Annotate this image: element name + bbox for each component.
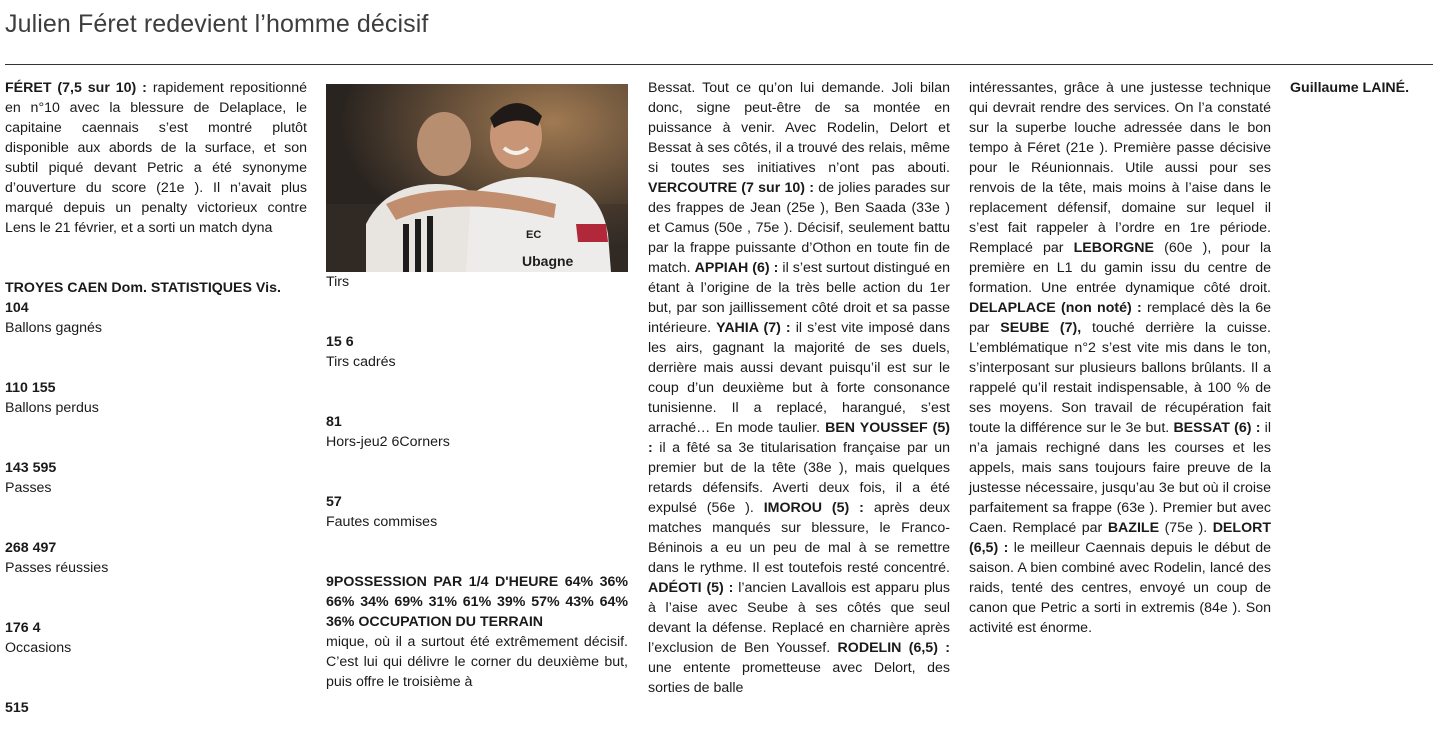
column-1: [5, 78, 307, 718]
ratings-paragraph-continued: intéressantes, grâce à une justesse technique qui devrait rendre des services. On l’a constaté sur la superbe louche adressée dans le bon tempo à Féret (21e ). Première passe décisive pour le Réunionnais. Utile aussi pour ses renvois de la tête, mais moins à l’aise dans le replacement défensif, domaine sur lequel il s’est fait rappeler à l’ordre en 1re période. Remplacé par LEBORGNE (60e ), pour la première en L1 du gamin issu du centre de formation. Une entrée dynamique côté droit. DELAPLACE (non noté) : remplacé dès la 6e par SEUBE (7), touché derrière la cuisse. L’emblématique n°2 s’est vite mis dans le ton, s’interposant sur plusieurs ballons brûlants. Il a rappelé qu’il restait indispensable, à 100 % de ses moyens. Son travail de récupération fait toute la différence sur le 3e but. BESSAT (6) : il n’a jamais rechigné dans les courses et les appels, mais sans toujours faire preuve de la justesse nécessaire, jusqu’au 3e but où il croise parfaitement sa frappe (63e ). Premier but avec Caen. Remplacé par BAZILE (75e ). DELORT (6,5) : le meilleur Caennais depuis le début de saison. A bien combiné avec Rodelin, lancé des raids, tenté des centres, envoyé un coup de canon que Petric a sorti in extremis (84e ). Son activité est énorme.: [969, 80, 1272, 636]
stat-label: Passes: [5, 480, 52, 496]
player-delaplace: DELAPLACE (non noté) :: [969, 300, 1142, 316]
player-yahia: YAHIA (7) :: [716, 320, 791, 336]
title-divider: [5, 64, 1433, 65]
stat-label: Hors-jeu2 6Corners: [326, 434, 450, 450]
stats-header: TROYES CAEN Dom. STATISTIQUES Vis. 104: [5, 280, 281, 316]
players-celebration-illustration: [326, 84, 628, 272]
stat-label: Ballons gagnés: [5, 320, 103, 336]
player-rodelin: RODELIN (6,5) :: [837, 640, 950, 656]
stat-value: 268 497: [5, 540, 57, 556]
player-vercoutre: VERCOUTRE (7 sur 10) :: [648, 180, 814, 196]
player-leborgne: LEBORGNE: [1073, 240, 1155, 256]
feret-paragraph: FÉRET (7,5 sur 10) : rapidement repositionné en n°10 avec la blessure de Delaplace, le capitaine caennais s’est montré plutôt disponible aux abords de la surface, et son subtil piqué devant Petric a été synonyme d’ouverture du score (21e ). Il n’avait plus marqué depuis un penalty victorieux contre Lens le 21 février, et a sorti un match dyna: [5, 80, 307, 236]
stat-label: Occasions: [5, 640, 72, 656]
player-delort: DELORT (6,5) :: [969, 520, 1272, 556]
stat-value: 176 4: [5, 620, 41, 636]
article-photo: [326, 84, 628, 272]
player-imorou: IMOROU (5) :: [763, 500, 864, 516]
column-4: [969, 78, 1271, 638]
jersey-code-text: EC: [526, 229, 542, 241]
article-title: Julien Féret redevient l’homme décisif: [5, 10, 429, 38]
author-byline: Guillaume LAINÉ.: [1290, 80, 1410, 96]
column-3: [648, 78, 950, 698]
jersey-sponsor-text: Ubagne: [522, 253, 574, 269]
player-bazile: BAZILE: [1107, 520, 1160, 536]
player-bessat: BESSAT (6) :: [1173, 420, 1261, 436]
column-5: [1290, 78, 1430, 98]
ratings-paragraph: Bessat. Tout ce qu’on lui demande. Joli bilan donc, signe peut-être de sa montée en puissance à venir. Avec Rodelin, Delort et Bessat à ses côtés, il a trouvé des relais, même si toutes ses initiatives n’ont pas abouti. VERCOUTRE (7 sur 10) : de jolies parades sur des frappes de Jean (25e ), Ben Saada (33e ) et Camus (50e , 75e ). Décisif, seulement battu par la frappe puissante d’Othon en toute fin de match. APPIAH (6) : il s’est surtout distingué en étant à l’origine de la très belle action du 1er but, par son jaillissement côté droit et sa passe intérieure. YAHIA (7) : il s’est vite imposé dans les airs, gagnant la majorité de ses duels, derrière mais aussi devant puisqu’il est sur le coup d’un deuxième but à forte consonance tunisienne. Il a replacé, harangué, s’est arraché… En mode taulier. BEN YOUSSEF (5) : il a fêté sa 3e titularisation française par un premier but de la tête (38e ), mais quelques retards défensifs. Averti deux fois, il a été expulsé (56e ). IMOROU (5) : après deux matches manqués sur blessure, le Franco-Béninois a eu un peu de mal à se remettre dans le rythme. Il est toutefois resté concentré. ADÉOTI (5) : l’ancien Lavallois est apparu plus à l’aise avec Seube à ses côtés que seul devant la défense. Replacé en charnière après l’exclusion de Ben Youssef. RODELIN (6,5) : une entente prometteuse avec Delort, des sorties de balle: [648, 80, 951, 696]
possession-stats: 9POSSESSION PAR 1/4 D'HEURE 64% 36% 66% 34% 69% 31% 61% 39% 57% 43% 64% 36% OCCUPATION DU TERRAIN: [326, 574, 628, 630]
stat-value: 15 6: [326, 334, 354, 350]
stat-value: 81: [326, 414, 342, 430]
stat-value: 110 155: [5, 380, 56, 396]
stat-label: Ballons perdus: [5, 400, 99, 416]
stat-value: 57: [326, 494, 342, 510]
feret-paragraph-continued: mique, où il a surtout été extrêmement décisif. C’est lui qui délivre le corner du deuxième but, puis offre le troisième à: [326, 634, 628, 690]
stat-label: Tirs cadrés: [326, 354, 396, 370]
stat-label: Fautes commises: [326, 514, 438, 530]
player-seube: SEUBE (7),: [1000, 320, 1082, 336]
column-2: [326, 78, 628, 692]
player-appiah: APPIAH (6) :: [694, 260, 779, 276]
player-ben-youssef: BEN YOUSSEF (5) :: [648, 420, 950, 456]
player-adeoti: ADÉOTI (5) :: [648, 580, 734, 596]
player-feret: FÉRET (7,5 sur 10) :: [5, 80, 147, 96]
stat-value: 143 595: [5, 460, 57, 476]
stat-label: Passes réussies: [5, 560, 109, 576]
stat-value: 515: [5, 700, 29, 716]
stat-label: Tirs: [326, 274, 350, 290]
